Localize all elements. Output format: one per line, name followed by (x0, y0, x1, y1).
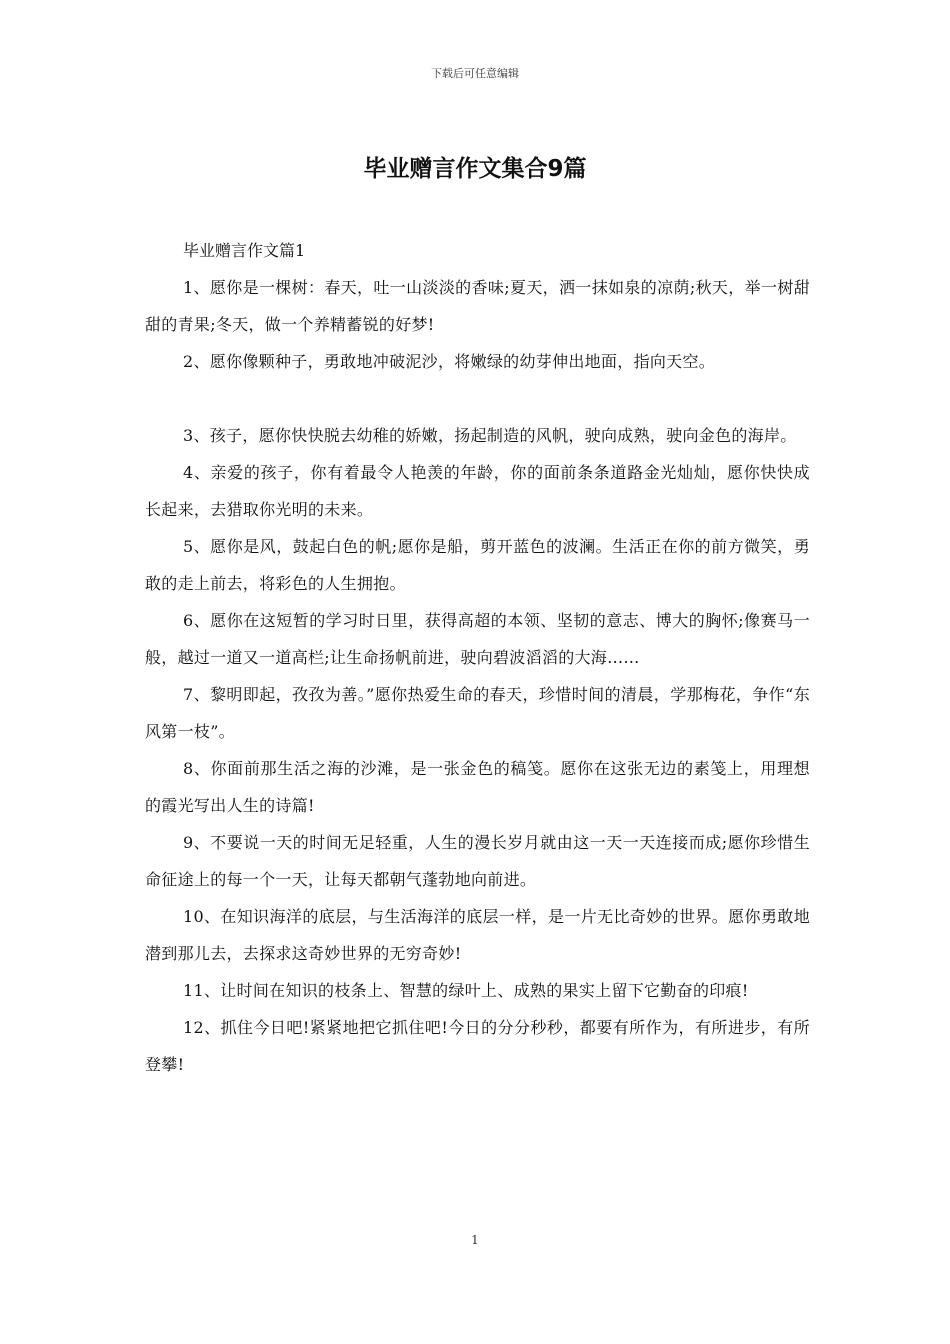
paragraph-2: 2、愿你像颗种子，勇敢地冲破泥沙，将嫩绿的幼芽伸出地面，指向天空。 (183, 352, 716, 371)
page-number: 1 (471, 1233, 479, 1247)
section-heading: 毕业赠言作文篇1 (183, 241, 306, 260)
paragraph-12: 12、抓住今日吧!紧紧地把它抓住吧!今日的分分秒秒，都要有所作为，有所进步，有所登攀! (145, 1018, 810, 1074)
document-title: 毕业赠言作文集合9篇 (363, 156, 587, 182)
paragraph-4: 4、亲爱的孩子，你有着最令人艳羡的年龄，你的面前条条道路金光灿灿，愿你快快成长起来，去猎取你光明的未来。 (145, 463, 810, 519)
page-header-note: 下载后可任意编辑 (431, 67, 519, 80)
document-body (145, 232, 810, 1083)
paragraph-3: 3、孩子，愿你快快脱去幼稚的娇嫩，扬起制造的风帆，驶向成熟，驶向金色的海岸。 (183, 426, 797, 445)
paragraph-7: 7、黎明即起，孜孜为善。”愿你热爱生命的春天，珍惜时间的清晨，学那梅花，争作“东风第一枝”。 (145, 685, 810, 741)
paragraph-8: 8、你面前那生活之海的沙滩，是一张金色的稿笺。愿你在这张无边的素笺上，用理想的霞光写出人生的诗篇! (145, 759, 810, 815)
paragraph-9: 9、不要说一天的时间无足轻重，人生的漫长岁月就由这一天一天连接而成;愿你珍惜生命征途上的每一个一天，让每天都朝气蓬勃地向前进。 (145, 833, 810, 889)
paragraph-6: 6、愿你在这短暂的学习时日里，获得高超的本领、坚韧的意志、博大的胸怀;像赛马一般，越过一道又一道高栏;让生命扬帆前进，驶向碧波滔滔的大海…… (145, 611, 810, 667)
paragraph-11: 11、让时间在知识的枝条上、智慧的绿叶上、成熟的果实上留下它勤奋的印痕! (183, 981, 749, 1000)
paragraph-spacer (145, 380, 810, 417)
paragraph-5: 5、愿你是风，鼓起白色的帆;愿你是船，剪开蓝色的波澜。生活正在你的前方微笑，勇敢的走上前去，将彩色的人生拥抱。 (145, 537, 810, 593)
paragraph-1: 1、愿你是一棵树：春天，吐一山淡淡的香味;夏天，洒一抹如泉的凉荫;秋天，举一树甜甜的青果;冬天，做一个养精蓄锐的好梦! (145, 278, 810, 334)
paragraph-10: 10、在知识海洋的底层，与生活海洋的底层一样，是一片无比奇妙的世界。愿你勇敢地潜到那儿去，去探求这奇妙世界的无穷奇妙! (145, 907, 810, 963)
